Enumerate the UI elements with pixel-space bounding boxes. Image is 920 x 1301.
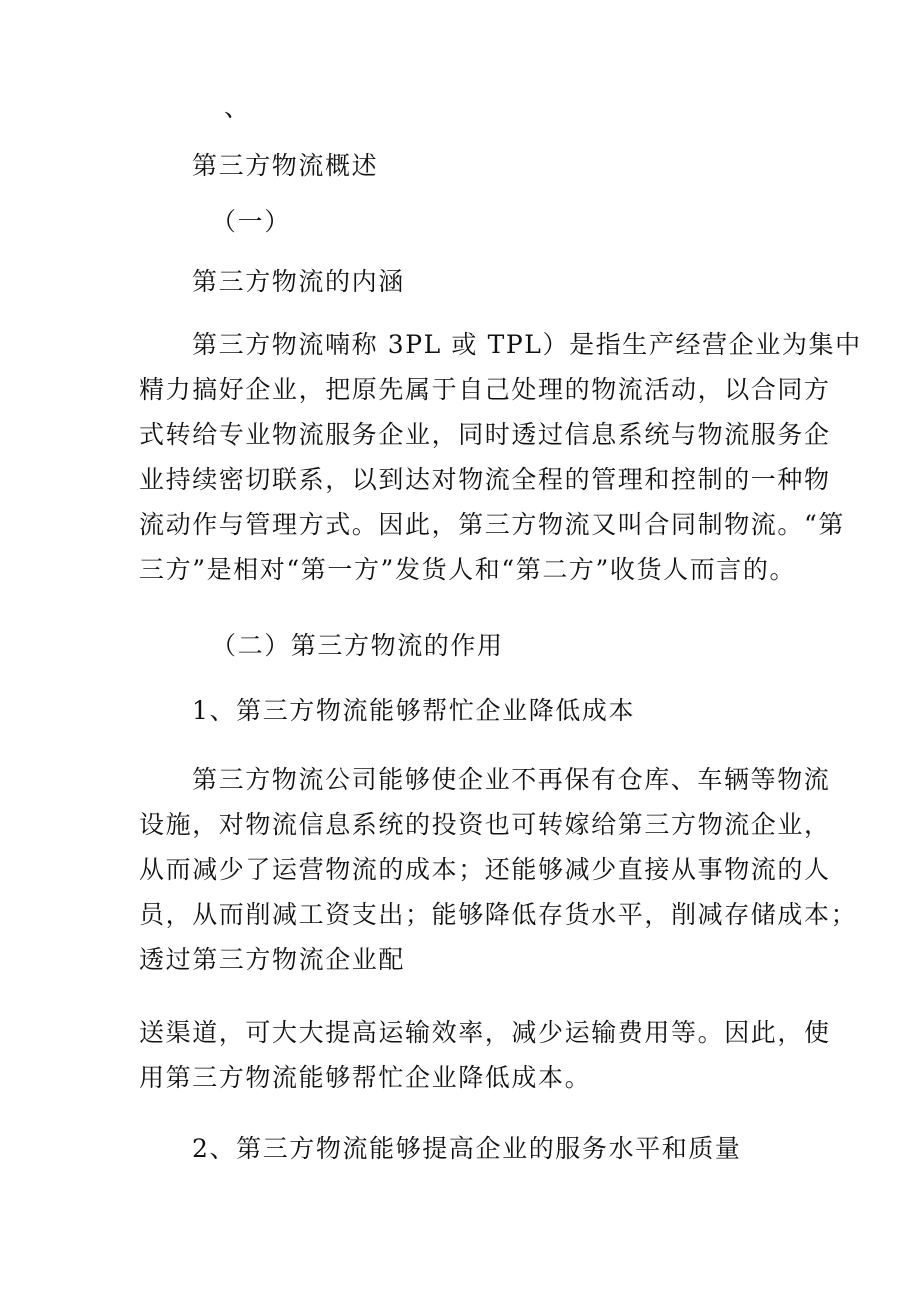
item-one-title: 1、第三方物流能够帮忙企业降低成本 — [192, 696, 636, 725]
intro-line: 流动作与管理方式。因此，第三方物流又叫合同制物流。“第 — [139, 510, 845, 539]
intro-line: 精力搞好企业，把原先属于自己处理的物流活动，以合同方 — [139, 375, 831, 404]
item-one-line: 设施，对物流信息系统的投资也可转嫁给第三方物流企业， — [139, 810, 831, 839]
section-one-title: 第三方物流的内涵 — [192, 267, 405, 296]
item-one-line: 第三方物流公司能够使企业不再保有仓库、车辆等物流 — [192, 765, 831, 794]
intro-line: 三方”是相对“第一方”发货人和“第二方”收货人而言的。 — [139, 555, 797, 584]
section-two-title: （二）第三方物流的作用 — [211, 631, 504, 660]
item-one-paragraph-b — [139, 1010, 831, 1100]
intro-line: 第三方物流喃称 3PL 或 TPL）是指生产经营企业为集中 — [192, 330, 862, 359]
item-one-line: 送渠道，可大大提高运输效率，减少运输费用等。因此，使 — [139, 1018, 831, 1047]
intro-paragraph — [139, 322, 862, 592]
item-one-line: 员，从而削减工资支出；能够降低存货水平，削减存储成本； — [139, 900, 858, 929]
item-one-line: 从而减少了运营物流的成本；还能够减少直接从事物流的人 — [139, 855, 831, 884]
item-one-line: 透过第三方物流企业配 — [139, 945, 406, 974]
stray-mark: 、 — [224, 93, 251, 122]
item-one-paragraph-a — [139, 757, 857, 982]
intro-line: 式转给专业物流服务企业，同时透过信息系统与物流服务企 — [139, 420, 831, 449]
item-two-title: 2、第三方物流能够提高企业的服务水平和质量 — [192, 1134, 742, 1163]
intro-line: 业持续密切联系，以到达对物流全程的管理和控制的一种物 — [139, 465, 831, 494]
section-one-number: （一） — [211, 207, 291, 236]
item-one-line: 用第三方物流能够帮忙企业降低成本。 — [139, 1063, 592, 1092]
main-heading: 第三方物流概述 — [192, 151, 379, 180]
